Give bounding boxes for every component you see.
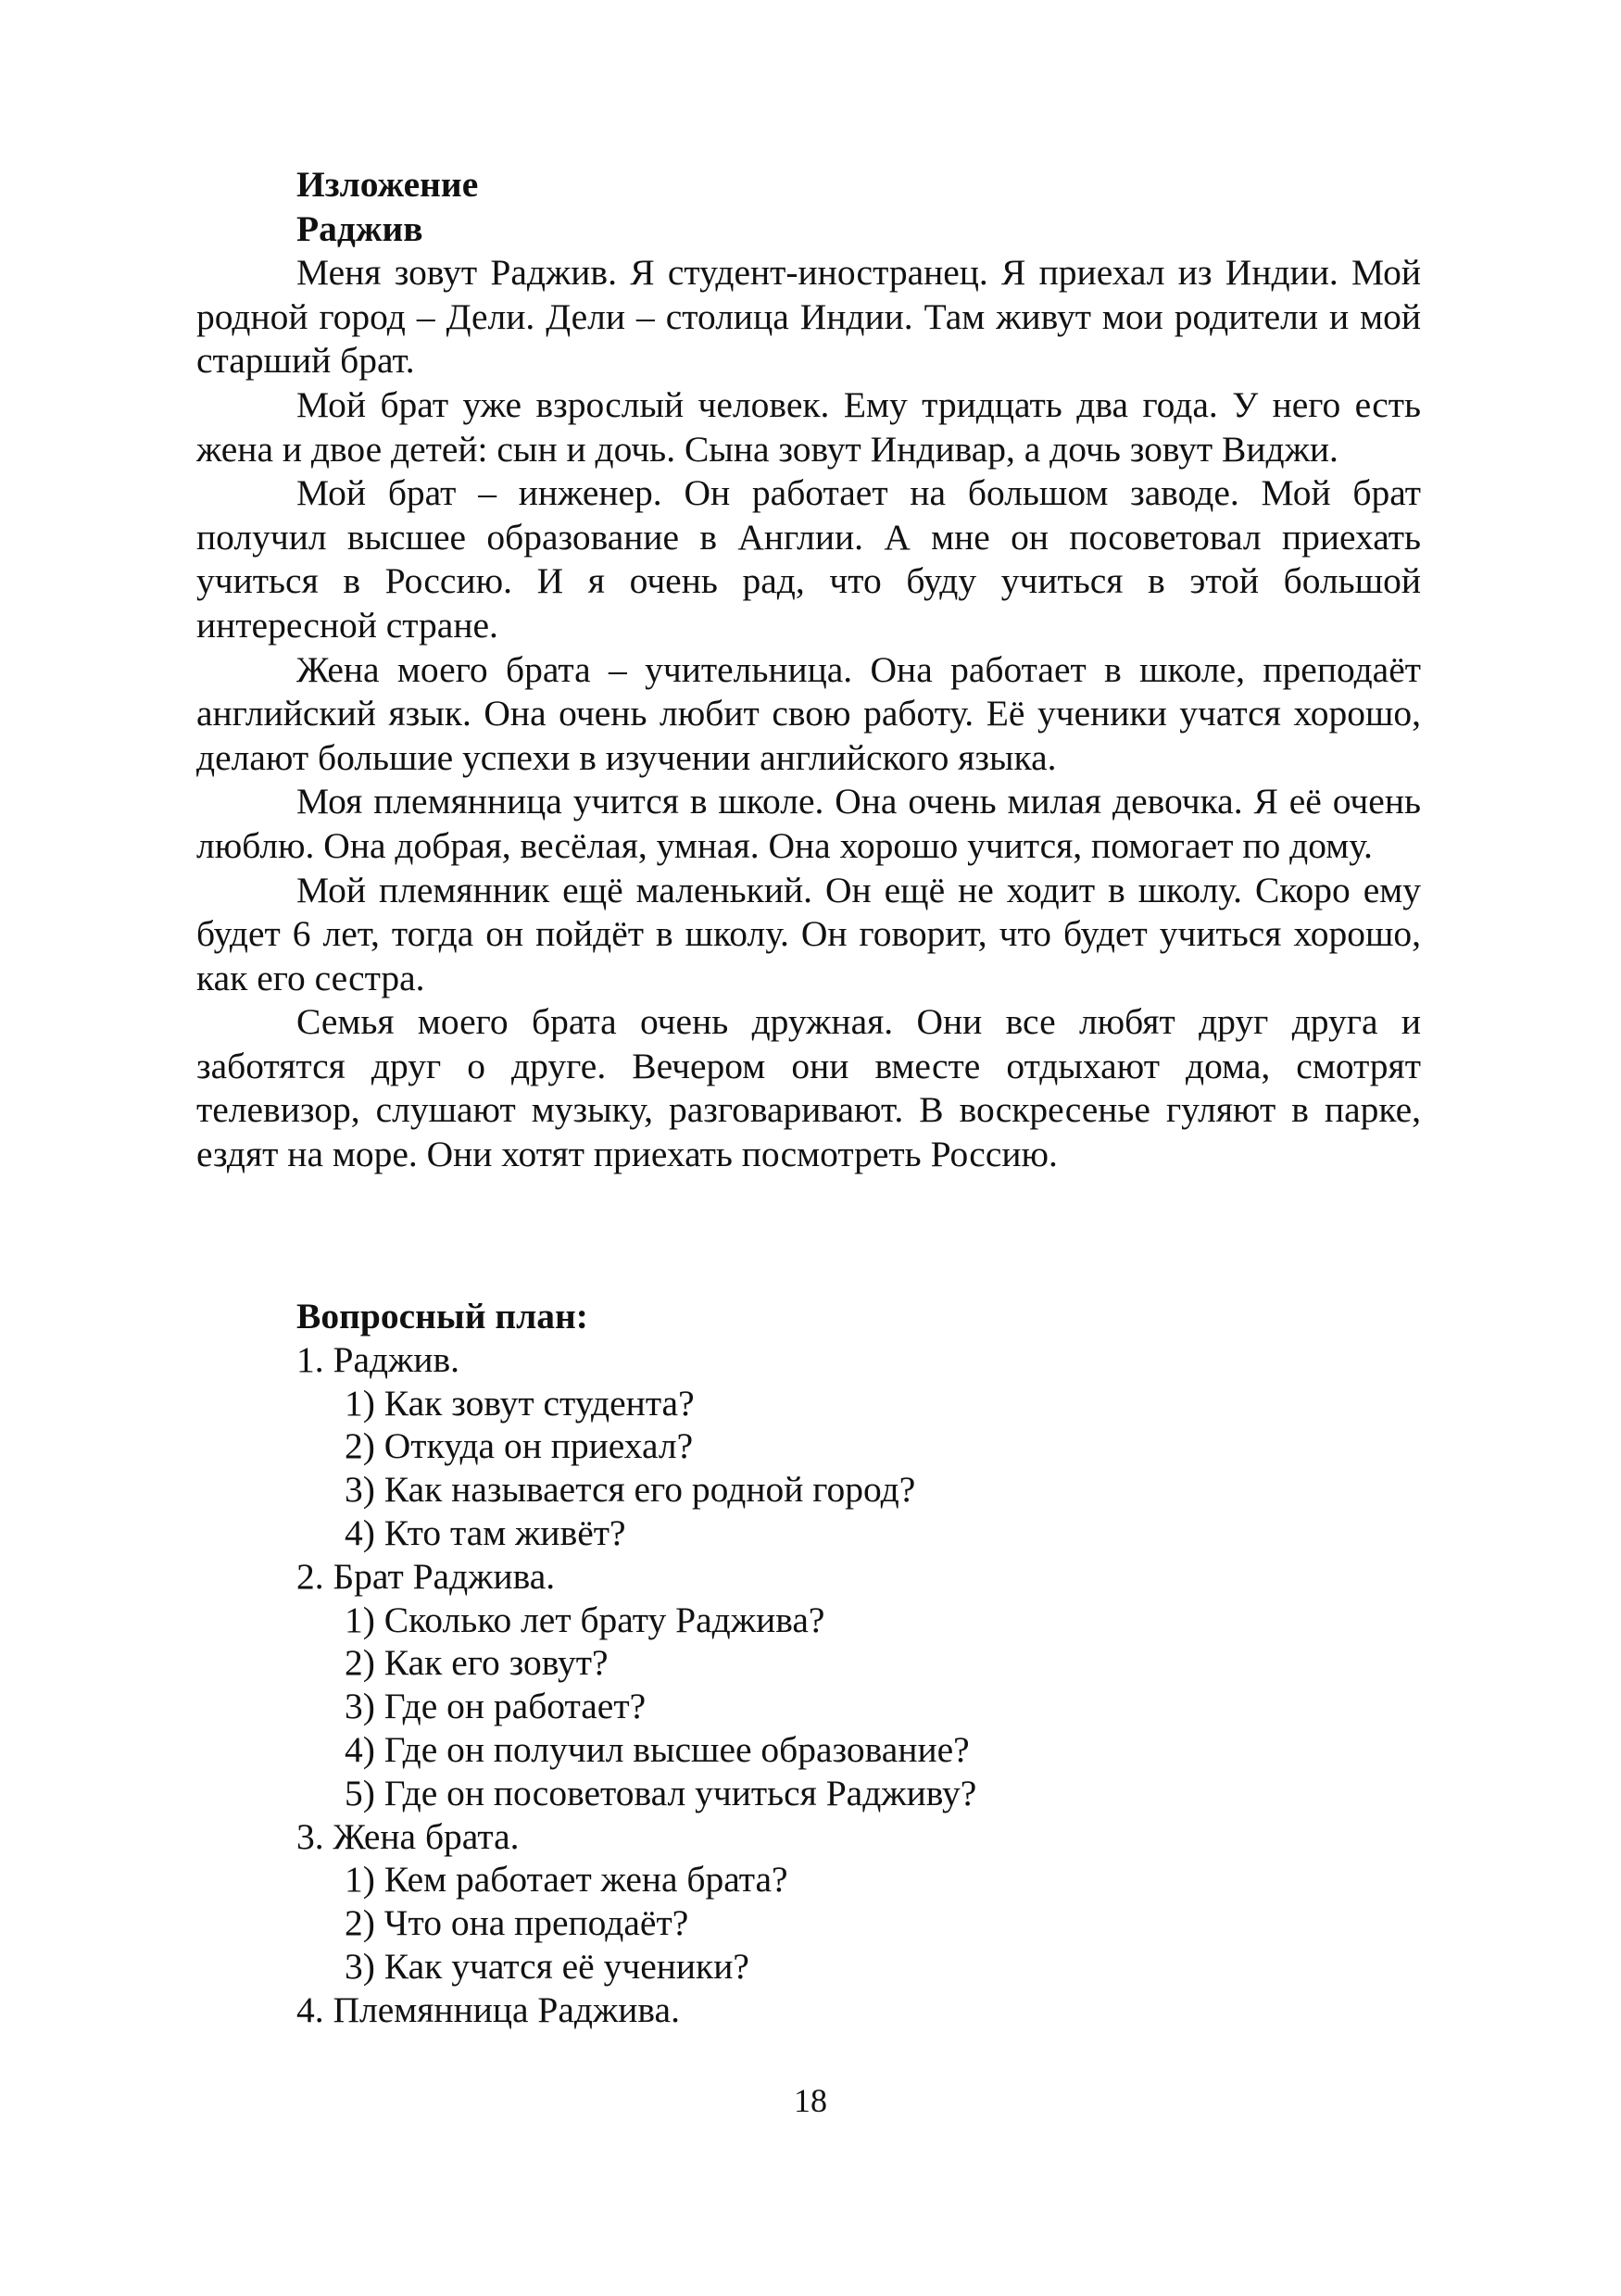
plan-question: 3) Где он работает? bbox=[345, 1686, 647, 1727]
plan-question: 2) Что она преподаёт? bbox=[345, 1902, 689, 1944]
plan-question: 2) Откуда он приехал? bbox=[345, 1425, 694, 1467]
section-heading: Изложение bbox=[296, 164, 479, 205]
question-plan bbox=[196, 1295, 1421, 2032]
paragraph: Меня зовут Раджив. Я студент-иностранец. Я приехал из Индии. Мой родной город – Дели. Дели – столица Индии. Там живут мои родители и мой старший брат. bbox=[196, 252, 1421, 382]
plan-question: 1) Кем работает жена брата? bbox=[345, 1859, 788, 1901]
paragraph: Мой племянник ещё маленький. Он ещё не ходит в школу. Скоро ему будет 6 лет, тогда он пойдёт в школу. Он говорит, что будет учиться хорошо, как его сестра. bbox=[196, 869, 1421, 998]
paragraph: Моя племянница учится в школе. Она очень милая девочка. Я её очень люблю. Она добрая, весёлая, умная. Она хорошо учится, помогает по дому. bbox=[196, 781, 1421, 866]
plan-section-label: 3. Жена брата. bbox=[296, 1815, 520, 1857]
plan-section-label: 4. Племянница Раджива. bbox=[296, 1989, 680, 2030]
plan-question: 3) Как учатся её ученики? bbox=[345, 1945, 749, 1987]
paragraph: Жена моего брата – учительница. Она работает в школе, преподаёт английский язык. Она очень любит свою работу. Её ученики учатся хорошо, делают большие успехи в изучении английского языка. bbox=[196, 648, 1421, 778]
paragraph: Мой брат – инженер. Он работает на большом заводе. Мой брат получил высшее образование в Англии. А мне он посоветовал приехать учиться в Россию. И я очень рад, что буду учиться в этой большой интересной стране. bbox=[196, 472, 1421, 646]
plan-section-label: 1. Раджив. bbox=[296, 1338, 460, 1380]
plan-section-label: 2. Брат Раджива. bbox=[296, 1555, 556, 1597]
plan-question: 2) Как его зовут? bbox=[345, 1642, 609, 1684]
plan-question: 1) Как зовут студента? bbox=[345, 1382, 695, 1424]
plan-question: 4) Где он получил высшее образование? bbox=[345, 1728, 970, 1770]
story-block bbox=[196, 163, 1421, 1177]
paragraph: Мой брат уже взрослый человек. Ему тридцать два года. У него есть жена и двое детей: сын и дочь. Сына зовут Индивар, а дочь зовут Виджи. bbox=[196, 383, 1421, 470]
plan-title: Вопросный план: bbox=[296, 1296, 588, 1336]
paragraph: Семья моего брата очень дружная. Они все любят друг друга и заботятся друг о друге. Вечером они вместе отдыхают дома, смотрят телевизор, слушают музыку, разговаривают. В воскресенье гуляют в парке, ездят на море. Они хотят приехать посмотреть Россию. bbox=[196, 1001, 1421, 1175]
plan-question: 1) Сколько лет брату Раджива? bbox=[345, 1599, 825, 1640]
page-number: 18 bbox=[794, 2082, 827, 2119]
plan-question: 3) Как называется его родной город? bbox=[345, 1469, 916, 1511]
plan-question: 4) Кто там живёт? bbox=[345, 1512, 626, 1553]
plan-question: 5) Где он посоветовал учиться Радживу? bbox=[345, 1772, 977, 1813]
story-title: Раджив bbox=[296, 207, 423, 249]
